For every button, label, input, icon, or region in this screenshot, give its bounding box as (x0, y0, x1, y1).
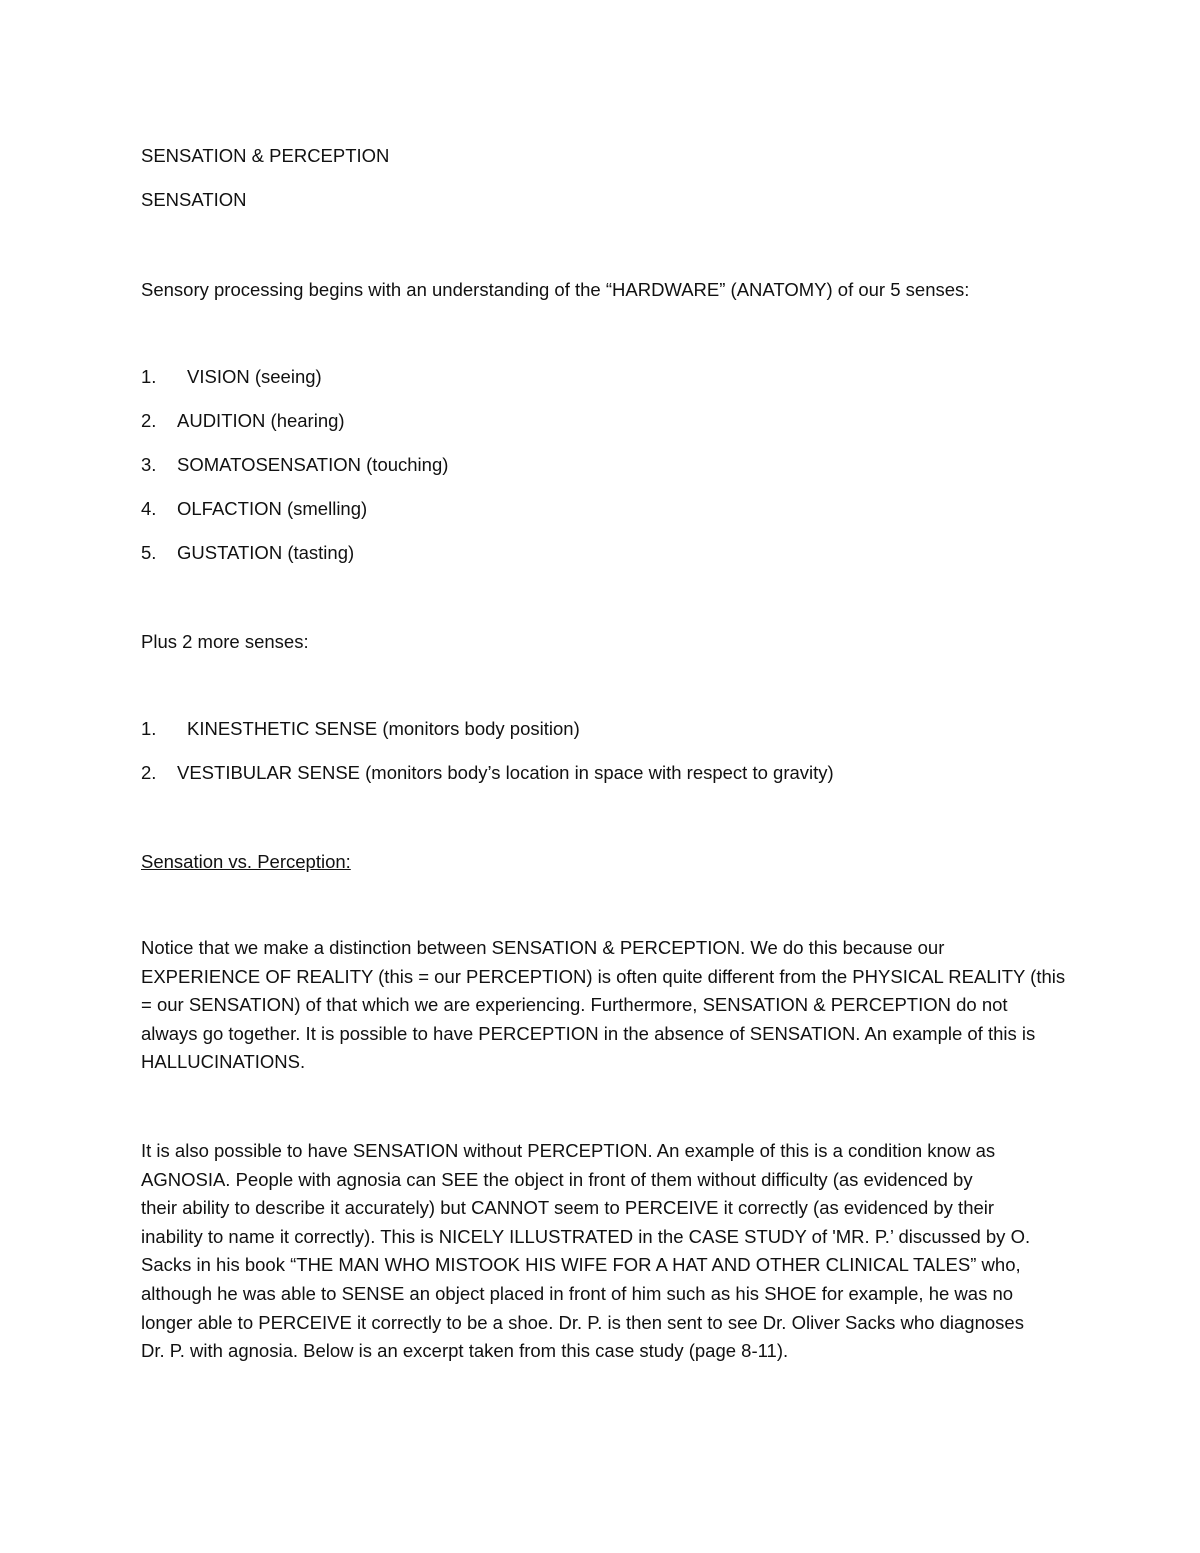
paragraph-line: Dr. P. with agnosia. Below is an excerpt taken from this case study (page 8-11). (141, 1340, 789, 1362)
paragraph-line: inability to name it correctly). This is NICELY ILLUSTRATED in the CASE STUDY of 'MR. P.’ discussed by O. (141, 1225, 1031, 1247)
paragraph-line: longer able to PERCEIVE it correctly to be a shoe. Dr. P. is then sent to see Dr. Oliver Sacks who diagnoses (141, 1311, 1024, 1333)
list-number: 1. (141, 366, 157, 387)
list-text: VISION (seeing) (187, 366, 322, 387)
paragraph-1 (141, 934, 1071, 1077)
subheading: Sensation vs. Perception: (141, 851, 351, 872)
paragraph-line: although he was able to SENSE an object placed in front of him such as his SHOE for example, he was no (141, 1282, 1014, 1304)
intro-text: Sensory processing begins with an understanding of the “HARDWARE” (ANATOMY) of our 5 senses: (141, 279, 970, 300)
list-item (141, 410, 345, 432)
paragraph-line: always go together. It is possible to have PERCEPTION in the absence of SENSATION. An example of this is (141, 1022, 1036, 1044)
list-item (141, 762, 834, 784)
paragraph-line: Sacks in his book “THE MAN WHO MISTOOK HIS WIFE FOR A HAT AND OTHER CLINICAL TALES” who, (141, 1254, 1021, 1276)
paragraph-line: = our SENSATION) of that which we are experiencing. Furthermore, SENSATION & PERCEPTION do not (141, 994, 1008, 1016)
paragraph-2 (141, 1137, 1071, 1366)
paragraph-line: their ability to describe it accurately) but CANNOT seem to PERCEIVE it correctly (as evidenced by their (141, 1197, 995, 1219)
paragraph-line: It is also possible to have SENSATION without PERCEPTION. An example of this is a condition know as (141, 1140, 996, 1161)
list-number: 3. (141, 454, 157, 475)
list-number: 2. (141, 762, 157, 783)
list-number: 5. (141, 542, 157, 563)
list-text: OLFACTION (smelling) (177, 498, 368, 519)
section-heading: SENSATION (141, 189, 247, 210)
paragraph-line: AGNOSIA. People with agnosia can SEE the object in front of them without difficulty (as evidenced by (141, 1168, 973, 1190)
list-number: 2. (141, 410, 157, 431)
document-title: SENSATION & PERCEPTION (141, 145, 390, 166)
paragraph-line: HALLUCINATIONS. (141, 1051, 306, 1073)
list-item (141, 498, 367, 520)
list-text: AUDITION (hearing) (177, 410, 345, 431)
list-item (141, 366, 322, 388)
list-text: GUSTATION (tasting) (177, 542, 355, 563)
list-number: 1. (141, 718, 157, 739)
list-number: 4. (141, 498, 157, 519)
list-text: VESTIBULAR SENSE (monitors body’s location in space with respect to gravity) (177, 762, 834, 783)
paragraph-line: Notice that we make a distinction between SENSATION & PERCEPTION. We do this because our (141, 937, 945, 958)
list-item (141, 718, 580, 740)
plus-label: Plus 2 more senses: (141, 631, 309, 652)
list-item (141, 454, 448, 476)
list-item (141, 542, 354, 564)
paragraph-line: EXPERIENCE OF REALITY (this = our PERCEPTION) is often quite different from the PHYSICAL REALITY (this (141, 965, 1066, 987)
list-text: KINESTHETIC SENSE (monitors body position) (187, 718, 580, 739)
list-text: SOMATOSENSATION (touching) (177, 454, 449, 475)
